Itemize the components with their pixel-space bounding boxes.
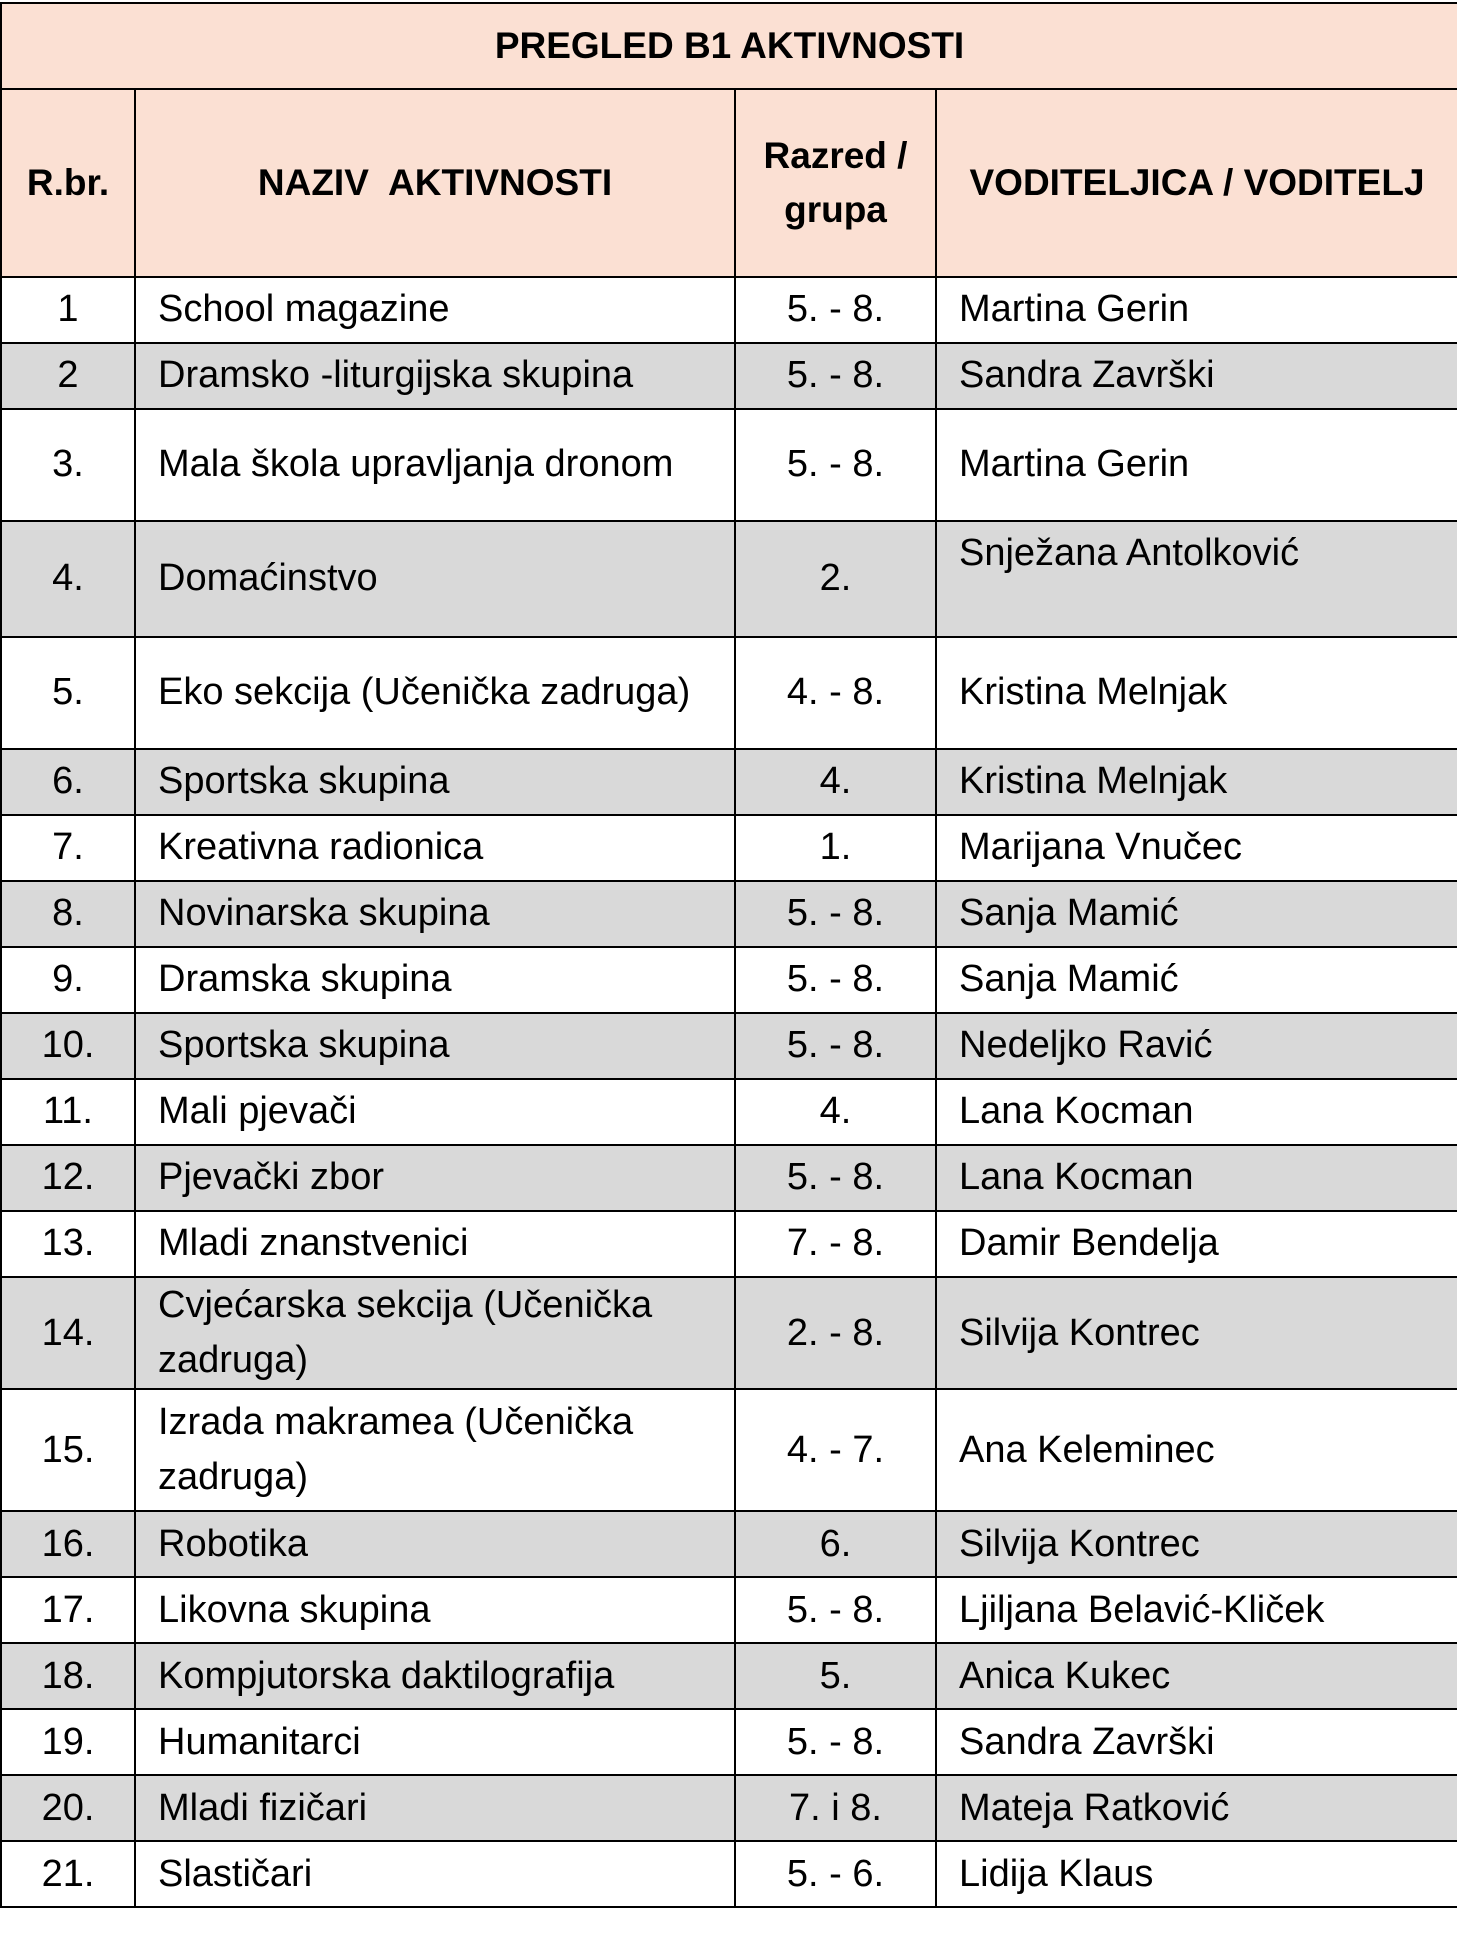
row-leader: Snježana Antolković — [936, 521, 1457, 637]
row-grade: 4. — [735, 749, 936, 815]
row-grade: 5. - 8. — [735, 1013, 936, 1079]
title-row — [1, 3, 1457, 89]
row-leader: Silvija Kontrec — [936, 1511, 1457, 1577]
row-activity: Kreativna radionica — [135, 815, 735, 881]
row-num: 6. — [1, 749, 135, 815]
table-row — [1, 521, 1457, 637]
table-row — [1, 1211, 1457, 1277]
row-num: 17. — [1, 1577, 135, 1643]
table-row — [1, 881, 1457, 947]
row-grade: 5. - 6. — [735, 1841, 936, 1907]
row-grade: 2. - 8. — [735, 1277, 936, 1389]
row-grade: 5. - 8. — [735, 881, 936, 947]
row-activity: Novinarska skupina — [135, 881, 735, 947]
row-leader: Nedeljko Ravić — [936, 1013, 1457, 1079]
table-row — [1, 947, 1457, 1013]
row-activity: Mladi znanstvenici — [135, 1211, 735, 1277]
row-num: 10. — [1, 1013, 135, 1079]
row-activity: Pjevački zbor — [135, 1145, 735, 1211]
table-row — [1, 1013, 1457, 1079]
row-leader: Anica Kukec — [936, 1643, 1457, 1709]
row-activity: Robotika — [135, 1511, 735, 1577]
row-activity: Eko sekcija (Učenička zadruga) — [135, 637, 735, 749]
row-leader: Mateja Ratković — [936, 1775, 1457, 1841]
row-num: 12. — [1, 1145, 135, 1211]
table-row — [1, 815, 1457, 881]
table-row — [1, 1277, 1457, 1389]
table-row — [1, 277, 1457, 343]
row-leader: Sandra Završki — [936, 343, 1457, 409]
row-leader: Martina Gerin — [936, 277, 1457, 343]
header-leader: VODITELJICA / VODITELJ — [936, 89, 1457, 277]
row-leader: Sanja Mamić — [936, 881, 1457, 947]
row-num: 4. — [1, 521, 135, 637]
table-row — [1, 1511, 1457, 1577]
row-leader: Ana Keleminec — [936, 1389, 1457, 1511]
table-row — [1, 409, 1457, 521]
row-num: 15. — [1, 1389, 135, 1511]
row-leader: Damir Bendelja — [936, 1211, 1457, 1277]
row-num: 19. — [1, 1709, 135, 1775]
row-activity: Cvjećarska sekcija (Učenička zadruga) — [135, 1277, 735, 1389]
row-num: 5. — [1, 637, 135, 749]
row-grade: 5. — [735, 1643, 936, 1709]
row-grade: 5. - 8. — [735, 409, 936, 521]
table-row — [1, 1841, 1457, 1907]
row-num: 7. — [1, 815, 135, 881]
row-leader: Lana Kocman — [936, 1145, 1457, 1211]
row-activity: Humanitarci — [135, 1709, 735, 1775]
table-title: PREGLED B1 AKTIVNOSTI — [1, 3, 1457, 89]
table-row — [1, 637, 1457, 749]
row-grade: 5. - 8. — [735, 947, 936, 1013]
table-row — [1, 749, 1457, 815]
row-grade: 5. - 8. — [735, 1145, 936, 1211]
activities-table — [0, 2, 1457, 1908]
row-grade: 5. - 8. — [735, 343, 936, 409]
row-grade: 2. — [735, 521, 936, 637]
row-num: 3. — [1, 409, 135, 521]
row-grade: 1. — [735, 815, 936, 881]
header-name: NAZIV AKTIVNOSTI — [135, 89, 735, 277]
row-grade: 5. - 8. — [735, 277, 936, 343]
row-grade: 6. — [735, 1511, 936, 1577]
row-activity: Mali pjevači — [135, 1079, 735, 1145]
row-grade: 4. - 8. — [735, 637, 936, 749]
row-num: 16. — [1, 1511, 135, 1577]
row-leader: Lana Kocman — [936, 1079, 1457, 1145]
table-row — [1, 1145, 1457, 1211]
row-grade: 4. — [735, 1079, 936, 1145]
table-row — [1, 1709, 1457, 1775]
row-activity: Sportska skupina — [135, 749, 735, 815]
row-num: 9. — [1, 947, 135, 1013]
row-num: 21. — [1, 1841, 135, 1907]
row-leader: Sandra Završki — [936, 1709, 1457, 1775]
row-leader: Silvija Kontrec — [936, 1277, 1457, 1389]
table-row — [1, 1643, 1457, 1709]
row-leader: Kristina Melnjak — [936, 749, 1457, 815]
row-grade: 5. - 8. — [735, 1709, 936, 1775]
table-row — [1, 1079, 1457, 1145]
row-grade: 4. - 7. — [735, 1389, 936, 1511]
row-num: 2 — [1, 343, 135, 409]
row-leader: Martina Gerin — [936, 409, 1457, 521]
row-activity: Sportska skupina — [135, 1013, 735, 1079]
row-num: 14. — [1, 1277, 135, 1389]
row-grade: 5. - 8. — [735, 1577, 936, 1643]
header-num: R.br. — [1, 89, 135, 277]
row-activity: Slastičari — [135, 1841, 735, 1907]
row-leader: Lidija Klaus — [936, 1841, 1457, 1907]
table-row — [1, 343, 1457, 409]
header-row — [1, 89, 1457, 277]
row-leader: Kristina Melnjak — [936, 637, 1457, 749]
row-activity: Likovna skupina — [135, 1577, 735, 1643]
row-leader: Marijana Vnučec — [936, 815, 1457, 881]
row-leader: Ljiljana Belavić-Kliček — [936, 1577, 1457, 1643]
row-activity: Dramska skupina — [135, 947, 735, 1013]
row-num: 8. — [1, 881, 135, 947]
row-activity: School magazine — [135, 277, 735, 343]
row-grade: 7. i 8. — [735, 1775, 936, 1841]
table-row — [1, 1389, 1457, 1511]
row-leader: Sanja Mamić — [936, 947, 1457, 1013]
row-activity: Mala škola upravljanja dronom — [135, 409, 735, 521]
row-activity: Kompjutorska daktilografija — [135, 1643, 735, 1709]
table-row — [1, 1775, 1457, 1841]
row-num: 20. — [1, 1775, 135, 1841]
row-num: 11. — [1, 1079, 135, 1145]
row-num: 13. — [1, 1211, 135, 1277]
row-activity: Izrada makramea (Učenička zadruga) — [135, 1389, 735, 1511]
row-activity: Dramsko -liturgijska skupina — [135, 343, 735, 409]
table-row — [1, 1577, 1457, 1643]
header-grade: Razred / grupa — [735, 89, 936, 277]
row-grade: 7. - 8. — [735, 1211, 936, 1277]
row-activity: Mladi fizičari — [135, 1775, 735, 1841]
row-num: 1 — [1, 277, 135, 343]
row-num: 18. — [1, 1643, 135, 1709]
row-activity: Domaćinstvo — [135, 521, 735, 637]
